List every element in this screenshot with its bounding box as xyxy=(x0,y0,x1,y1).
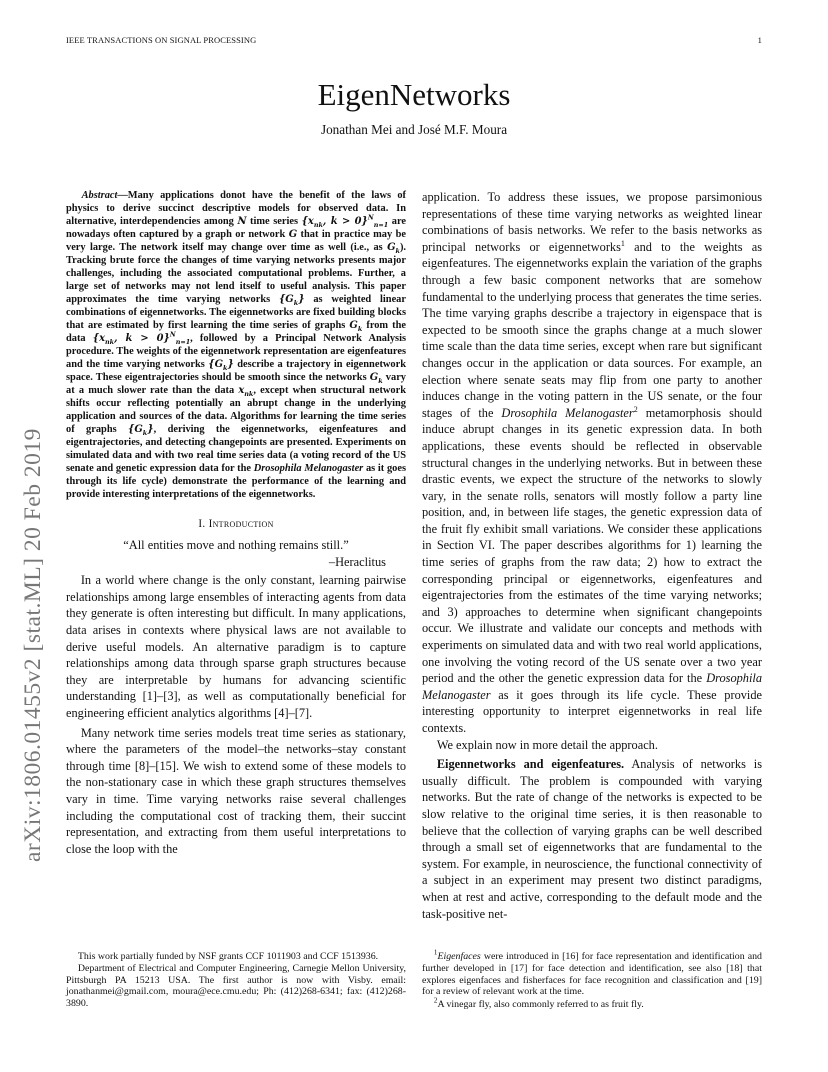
text-run: and to the weights as eigenfeatures. The eigennetworks explain the variation of the graphs through a few basic component networks that are somehow fundamental to the underlying process that generates the time series. The time varying graphs describe a trajectory in eigenspace that is expected to be smooth since the graphs change at a much slower time scale than the data time series, except when rare but significant changes occur in the application or data sources. For example, an election where senate seats may flip from one party to another induces change in the voting pattern in the US senate, or the four stages of the xyxy=(422,239,762,420)
affiliation-note: Department of Electrical and Computer Engineering, Carnegie Mellon University, Pittsburgh PA 15213 USA. The first author is now with Visby. email: jonathanmei@gmail.com, moura@ece.cmu.edu; Ph: (412)268-6341; fax: (412)268-3890. xyxy=(66,962,406,1010)
running-head xyxy=(66,35,762,45)
intro-paragraph-4: We explain now in more detail the approach. xyxy=(436,737,658,752)
footnote-mark: 2 xyxy=(433,996,438,1005)
intro-paragraph-1: In a world where change is the only constant, learning pairwise relationships among large ensembles of interacting agents from data they generate is often interesting but difficult. In many applications, data arises in contexts where physical laws are not available to derive useful models. An alternative paradigm is to capture relationships among data through sparse graph structures because they are interpretable by humans for advancing scientific understanding [1]–[3], as well as computationally beneficial for engineering efficient analytics algorithms [4]–[7]. xyxy=(66,573,406,720)
epigraph-quote: “All entities move and nothing remains still.” xyxy=(123,538,349,552)
funding-note: This work partially funded by NSF grants CCF 1011903 and CCF 1513936. xyxy=(77,951,379,962)
species-name: Drosophila Melanogaster xyxy=(501,405,634,420)
page-number: 1 xyxy=(757,35,762,45)
paper-authors: Jonathan Mei and José M.F. Moura xyxy=(320,122,508,137)
left-column xyxy=(66,189,406,857)
footnotes-right xyxy=(422,948,762,1012)
paragraph-lead: Eigennetworks and eigenfeatures. xyxy=(436,757,625,772)
abstract-text: —Many applications donot have the benefit of the laws of physics to derive succinct descriptive models for observed data. In alternative, interdependencies among N time series {$x_{nk}$, k > 0}$^N_{n=1}$ are nowadays often captured by a graph or network G that in practice may be very large. The network itself may change over time as well (i.e., as $G_k$). Tracking brute force the changes of time varying networks presents major challenges, including the associated computational problems. Further, a large set of networks may not lend itself to useful analysis. This paper approximates the time varying networks $\{G_k\}$ as weighted linear combinations of eigennetworks. The eigennetworks are fixed building blocks that are estimated by first learning the time series of graphs $G_k$ from the data {$x_{nk}$, k > 0}$^N_{n=1}$, followed by a Principal Network Analysis procedure. The weights of the eigennetwork representation are eigenfeatures and the time varying networks $\{G_k\}$ describe a trajectory in eigennetwork space. These eigentrajectories should be smooth since the networks $G_k$ vary at a much slower rate than the data $x_{nk}$, except when structural network shifts occur reflecting potentially an abrupt change in the underlying application and sources of the data. Algorithms for learning the time series of graphs $\{G_k\}$, deriving the eigennetworks, eigenfeatures and eigentrajectories, and detecting changepoints are presented. Experiments on simulated data and with two real time series data (a voting record of the US senate and genetic expression data for the Drosophila Melanogaster as it goes through its life cycle) demonstrate the performance of the learning and provide interesting interpretations of the eigennetworks. xyxy=(66,190,407,500)
text-run: metamorphosis should induce abrupt changes in its genetic expression data. In both applications, these events should be reflected in observable structural changes in the underlying networks. But in between these drastic events, we expect the structure of the networks to slowly vary, in the senate rolls, senators will mostly follow a party line position, and, in between life stages, the genetic expression data of the fruit fly exhibit small variations. We consider these applications in Section VI. The paper describes algorithms for 1) learning the time series of graphs from the raw data; 2) how to extract the corresponding principal or eigennetworks, eigenfeatures and eigentrajectories from the estimates of the time varying networks; and 3) approaches to determine when significant changepoints occur. We illustrate and validate our concepts and methods with experiments on simulated data and with two real world applications, one involving the voting record of the US senate over a two year period and the other the genetic expression data for the xyxy=(422,405,762,686)
section-title: Introduction xyxy=(208,518,274,530)
intro-paragraph-5 xyxy=(422,756,762,922)
footnote-term: Eigenfaces xyxy=(437,951,481,962)
text-run: Analysis of networks is usually difficult. The problem is compounded with varying networks. But the rate of change of the networks is expected to be slow relative to the original time series, it is then reasonable to believe that the collection of varying graphs can be well described through a small set of eigennetworks that are fundamental to the system. For example, in neuroscience, the functional connectivity of a subject in an experiment may present two distinct paradigms, when at rest and active, corresponding to the default mode and the task-positive net- xyxy=(422,757,762,921)
section-heading xyxy=(66,518,406,530)
arxiv-identifier: arXiv:1806.01455v2 [stat.ML] 20 Feb 2019 xyxy=(20,428,46,862)
abstract xyxy=(66,189,406,501)
text-run: A vinegar fly, also commonly referred to as fruit fly. xyxy=(437,999,644,1011)
text-run: application. To address these issues, we propose parsimonious representations of these time varying networks as weighted linear combinations of basis networks. We refer to the basis networks as principal networks or eigennetworks xyxy=(422,190,762,254)
footnote-ref-2[interactable]: 2 xyxy=(633,404,638,414)
right-column xyxy=(422,189,762,922)
paper-title: EigenNetworks xyxy=(317,77,511,112)
footnote-mark: 1 xyxy=(433,948,438,957)
text-run: as it goes through its life cycle. These provide interesting opportunity to interpret eigennetworks in real life contexts. xyxy=(422,687,762,735)
footnote-2 xyxy=(422,996,762,1011)
species-name: Drosophila Melanogaster xyxy=(422,671,762,702)
footnote-ref-1[interactable]: 1 xyxy=(620,238,625,248)
abstract-lead: Abstract xyxy=(81,190,118,201)
epigraph-attribution: –Heraclitus xyxy=(328,554,386,569)
section-number: I. xyxy=(198,518,206,530)
footnotes-left xyxy=(66,951,406,1010)
intro-paragraph-2: Many network time series models treat time series as stationary, where the parameters of the model–the networks–stay constant through time [8]–[15]. We wish to extend some of these models to the non-stationary case in which these graph structures themselves vary in time. Time varying networks raise several challenges including the computational cost of tracking them, their succint representation, and extracting from them useful interpretations to close the loop with the xyxy=(66,725,406,856)
intro-paragraph-3 xyxy=(422,189,762,737)
journal-name: IEEE TRANSACTIONS ON SIGNAL PROCESSING xyxy=(66,35,257,45)
footnote-1 xyxy=(422,948,762,998)
text-run: were introduced in [16] for face representation and identification and further developed in [17] for face detection and identification, see also [18] that explores eigenfaces and fisherfaces for face recognition and classification and [19] for a review of relevant work at the time. xyxy=(422,951,762,998)
